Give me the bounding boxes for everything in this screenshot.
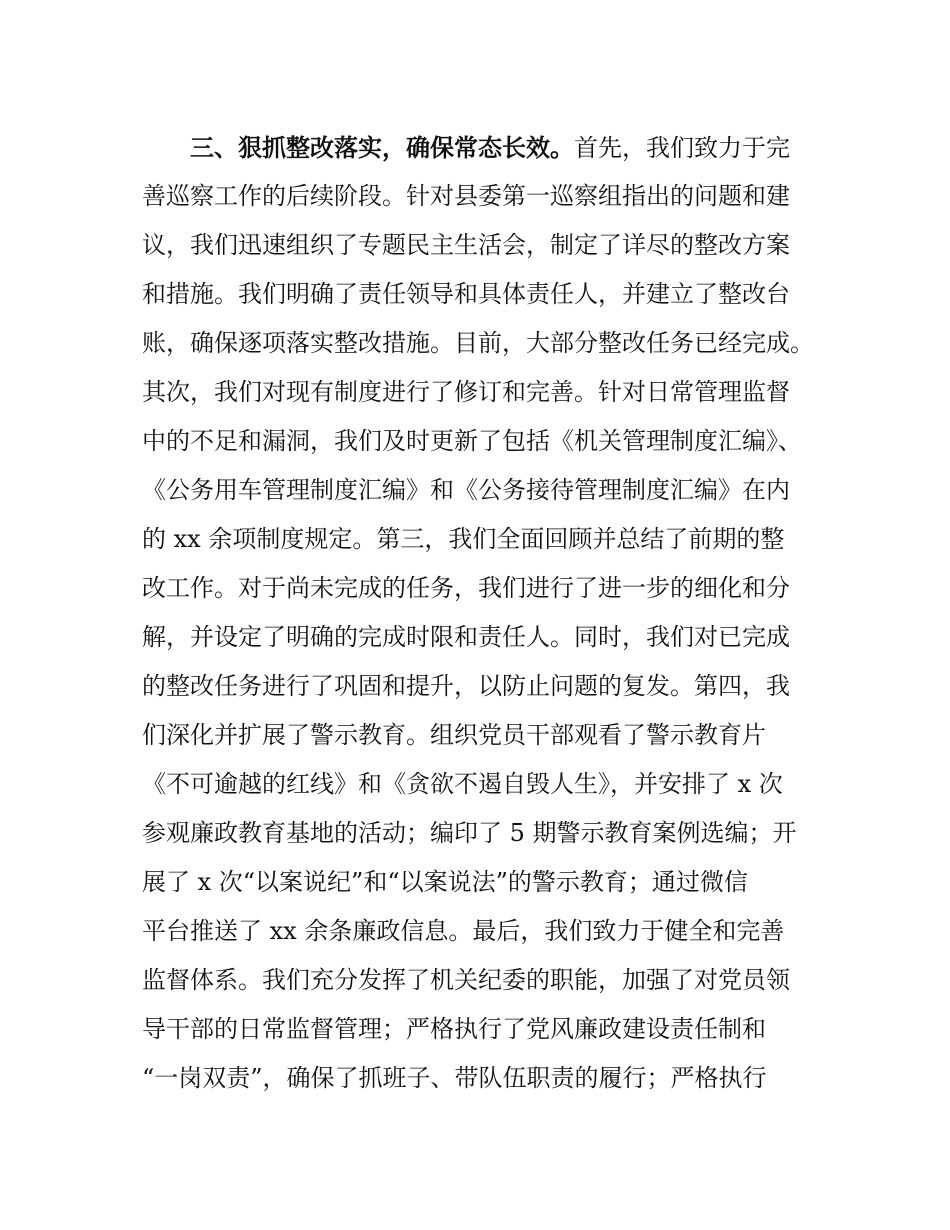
text-line: 的整改任务进行了巩固和提升，以防止问题的复发。第四，我: [142, 672, 790, 700]
text-line: 导干部的日常监督管理；严格执行了党风廉政建设责任制和: [142, 1015, 766, 1043]
text-line: 改工作。对于尚未完成的任务，我们进行了进一步的细化和分: [142, 574, 790, 602]
text-line: 解，并设定了明确的完成时限和责任人。同时，我们对已完成: [142, 623, 790, 651]
text-line: 展了 x 次“以案说纪”和“以案说法”的警示教育；通过微信: [142, 868, 748, 896]
document-paragraph: [142, 123, 822, 1103]
text-line: 监督体系。我们充分发挥了机关纪委的职能，加强了对党员领: [142, 966, 790, 994]
paragraph-first-line: [142, 123, 822, 172]
text-line: 其次，我们对现有制度进行了修订和完善。针对日常管理监督: [142, 378, 790, 406]
text-line: 平台推送了 xx 余条廉政信息。最后，我们致力于健全和完善: [142, 917, 785, 945]
text-line: 参观廉政教育基地的活动；编印了 5 期警示教育案例选编；开: [142, 819, 797, 847]
text-line: 的 xx 余项制度规定。第三，我们全面回顾并总结了前期的整: [142, 525, 785, 553]
text-line: 善巡察工作的后续阶段。针对县委第一巡察组指出的问题和建: [142, 182, 790, 210]
section-heading: 三、狠抓整改落实，确保常态长效。: [190, 133, 574, 162]
text-line: 和措施。我们明确了责任领导和具体责任人，并建立了整改台: [142, 280, 790, 308]
text-line: 议，我们迅速组织了专题民主生活会，制定了详尽的整改方案: [142, 231, 790, 259]
text-line: 首先，我们致力于完: [574, 134, 790, 162]
text-line: “一岗双责”，确保了抓班子、带队伍职责的履行；严格执行: [142, 1064, 767, 1092]
text-line: 们深化并扩展了警示教育。组织党员干部观看了警示教育片: [142, 721, 766, 749]
text-line: 中的不足和漏洞，我们及时更新了包括《机关管理制度汇编》、: [142, 427, 802, 455]
text-line: 《不可逾越的红线》和《贪欲不遏自毁人生》，并安排了 x 次: [142, 770, 783, 798]
text-line: 《公务用车管理制度汇编》和《公务接待管理制度汇编》在内: [142, 476, 790, 504]
text-line: 账，确保逐项落实整改措施。目前，大部分整改任务已经完成。: [142, 329, 814, 357]
